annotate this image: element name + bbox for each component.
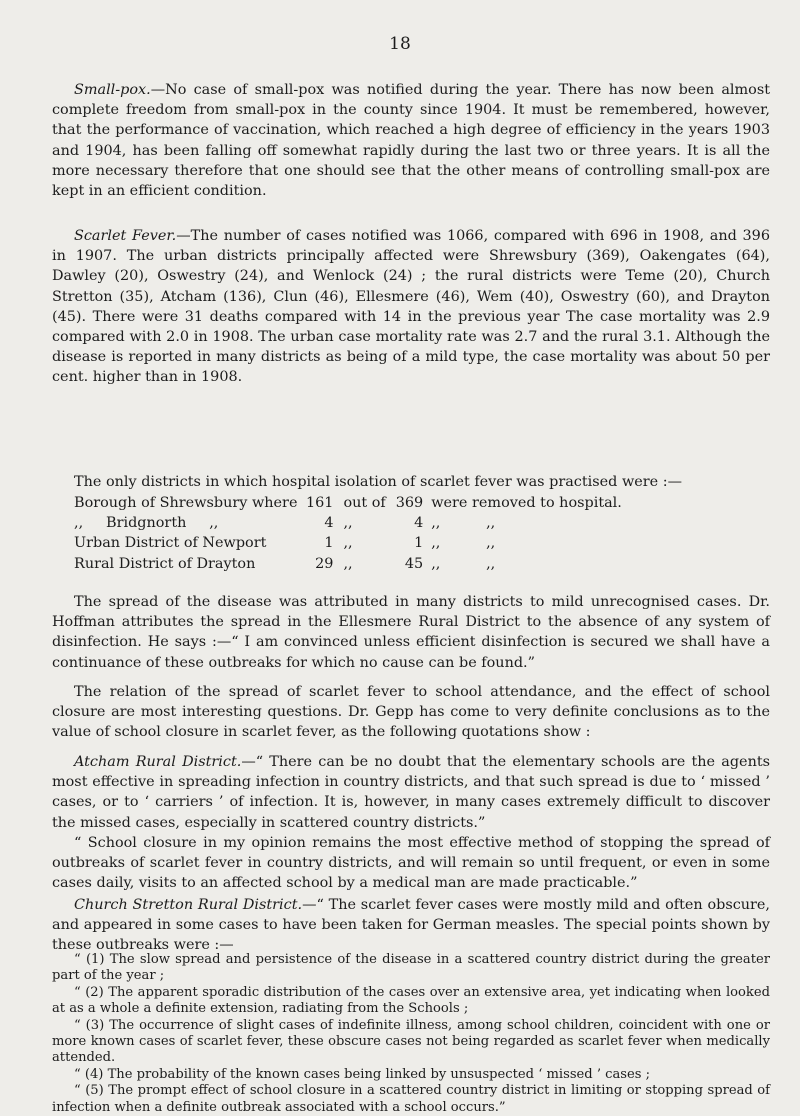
separator-text: ,, (343, 535, 353, 552)
quote-point-3: “ (3) The occurrence of slight cases of indefinite illness, among school children, coincident with one or more known cases of scarlet fever, these obscure cases not being regarded as scarlet fever when medically attended. (52, 1017, 770, 1066)
paragraph-scarlet-fever (52, 226, 770, 388)
paragraph-atcham (52, 752, 770, 833)
quote-point-4: “ (4) The probability of the known cases being linked by unsuspected ‘ missed ’ cases ; (74, 1066, 651, 1082)
page-number: 18 (389, 34, 411, 54)
heading-small-pox: Small-pox. (74, 82, 151, 98)
heading-scarlet-fever: Scarlet Fever. (74, 228, 177, 244)
hospital-isolation-table (74, 493, 622, 574)
separator-text: out of (343, 495, 386, 511)
quote-point-1: “ (1) The slow spread and persistence of the disease in a scattered country district during the greater part of the year ; (52, 952, 770, 984)
isolated-count: 4 (324, 515, 334, 532)
district-cell: Borough of Shrewsbury where (74, 495, 298, 511)
district-cell: Urban District of Newport (74, 535, 267, 552)
isolated-count: 29 (315, 555, 334, 572)
text-atcham: —“ There can be no doubt that the elementary schools are the agents most effective in spreading infection in country districts, and that such spread is due to ‘ missed ’ cases, or to ‘ carriers ’ of infection. It is, however, in many cases extremely difficult to discover the missed cases, especially in scattered country districts.” (52, 754, 771, 831)
text-scarlet-fever: —The number of cases notified was 1066, compared with 696 in 1908, and 396 in 1907. The urban districts principally affected were Shrewsbury (369), Oakengates (64), Dawley (20), Oswestry (24), and Wenlock (24) ; the rural districts were Teme (20), Church Stretton (35), Atcham (136), Clun (46), Ellesmere (46), Wem (40), Oswestry (60), and Drayton (45). There were 31 deaths compared with 14 in the previous year The case mortality was 2.9 compared with 2.0 in 1908. The urban case mortality rate was 2.7 and the rural 3.1. Although the disease is reported in many districts as being of a mild type, the case mortality was about 50 per cent. higher than in 1908. (52, 228, 770, 386)
district-cell: Rural District of Drayton (74, 555, 256, 572)
heading-atcham: Atcham Rural District. (74, 754, 242, 770)
table-row (74, 493, 622, 513)
row-tail: ,, ,, (431, 515, 496, 532)
isolated-count: 161 (306, 495, 334, 511)
isolated-count: 1 (324, 535, 334, 552)
paragraph-spread: The spread of the disease was attributed in many districts to mild unrecognised cases. Dr. Hoffman attributes the spread in the Ellesmere Rural District to the absence of any system of disinfection. He says :—“ I am convinced unless efficient disinfection is secured we shall have a continuance of these outbreaks for which no cause can be found.” (52, 594, 770, 671)
quote-point-2: “ (2) The apparent sporadic distribution of the cases over an extensive area, yet indicating when looked at as a whole a definite extension, radiating from the Schools ; (52, 984, 770, 1017)
row-tail: ,, ,, (431, 535, 496, 552)
row-tail: were removed to hospital. (431, 495, 622, 511)
table-row (74, 513, 622, 533)
paragraph-church-stretton (52, 895, 770, 956)
paragraph-school-relation: The relation of the spread of scarlet fever to school attendance, and the effect of school closure are most interesting questions. Dr. Gepp has come to very definite conclusions as to the value of school closure in scarlet fever, as the following quotations show : (52, 684, 770, 741)
quoted-points (52, 952, 770, 1116)
row-tail: ,, ,, (431, 555, 496, 572)
separator-text: ,, (343, 515, 353, 532)
paragraph-school-closure: “ School closure in my opinion remains the most effective method of stopping the spread of outbreaks of scarlet fever in country districts, and will remain so until frequent, or even in some cases daily, visits to an affected school by a medical man are made practicable.” (52, 835, 770, 892)
cases-count: 4 (414, 515, 424, 532)
cases-count: 369 (395, 495, 424, 511)
cases-count: 1 (414, 535, 424, 552)
paragraph-small-pox (52, 80, 770, 201)
separator-text: ,, (343, 555, 353, 572)
quote-point-5: “ (5) The prompt effect of school closure in a scattered country district in limiting or stopping spread of infection when a definite outbreak associated with a school occurs.” (52, 1083, 770, 1115)
district-cell: ,, Bridgnorth ,, (74, 515, 219, 532)
table-row (74, 533, 622, 553)
cases-count: 45 (404, 555, 424, 572)
text-church-stretton: —“ The scarlet fever cases were mostly mild and often obscure, and appeared in some cases to have been taken for German measles. The special points shown by these outbreaks were :— (52, 897, 771, 954)
table-row (74, 554, 622, 574)
text-small-pox: —No case of small-pox was notified during the year. There has now been almost complete freedom from small-pox in the county since 1904. It must be remembered, however, that the performance of vaccination, which reached a high degree of efficiency in the years 1903 and 1904, has been falling off somewhat rapidly during the last two or three years. It is all the more necessary therefore that one should see that the other means of controlling small-pox are kept in an efficient condition. (52, 82, 770, 200)
hospital-intro: The only districts in which hospital isolation of scarlet fever was practised were :— (74, 474, 682, 490)
heading-church-stretton: Church Stretton Rural District. (74, 897, 303, 913)
